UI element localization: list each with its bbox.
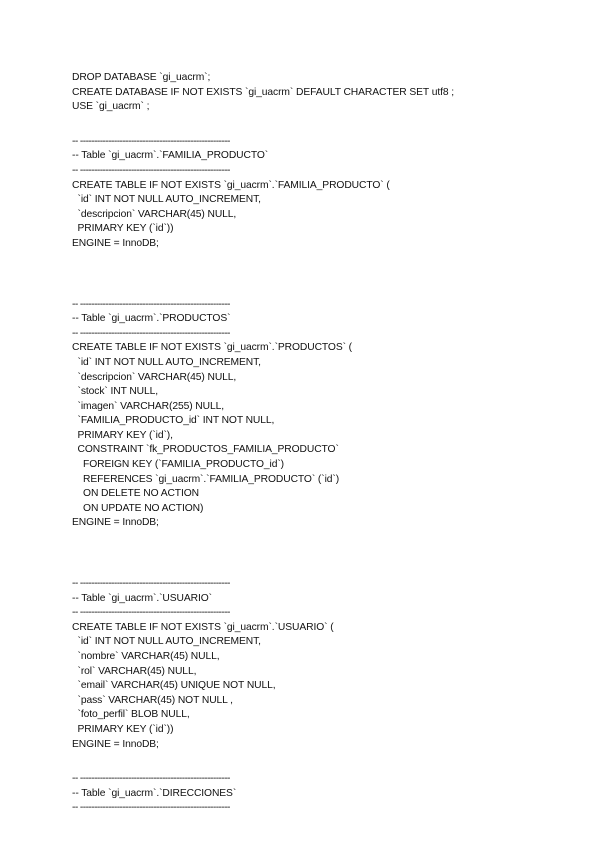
use-database-line: USE `gi_uacrm` ; <box>72 101 150 113</box>
spacer <box>72 531 572 557</box>
comment-separator: -- ----------------------------------------------------- <box>72 802 230 814</box>
sql-line: PRIMARY KEY (`id`)) <box>72 223 174 235</box>
spacer <box>72 252 572 278</box>
sql-line: ON DELETE NO ACTION <box>72 488 200 500</box>
sql-line: CREATE TABLE IF NOT EXISTS `gi_uacrm`.`FAMILIA_PRODUCTO` ( <box>72 179 390 191</box>
table-comment: -- Table `gi_uacrm`.`FAMILIA_PRODUCTO` <box>72 150 269 162</box>
sql-line: ON UPDATE NO ACTION) <box>72 502 204 514</box>
sql-line: `email` VARCHAR(45) UNIQUE NOT NULL, <box>72 680 276 692</box>
comment-separator: -- ----------------------------------------------------- <box>72 773 230 785</box>
comment-separator: -- ----------------------------------------------------- <box>72 578 230 590</box>
create-database-line: CREATE DATABASE IF NOT EXISTS `gi_uacrm` DEFAULT CHARACTER SET utf8 ; <box>72 86 454 98</box>
sql-line: CREATE TABLE IF NOT EXISTS `gi_uacrm`.`USUARIO` ( <box>72 621 334 633</box>
sql-line: `FAMILIA_PRODUCTO_id` INT NOT NULL, <box>72 415 275 427</box>
sql-line: `imagen` VARCHAR(255) NULL, <box>72 400 224 412</box>
sql-line: `descripcion` VARCHAR(45) NULL, <box>72 208 237 220</box>
sql-script <box>72 71 572 816</box>
sql-line: `foto_perfil` BLOB NULL, <box>72 709 190 721</box>
sql-line: `id` INT NOT NULL AUTO_INCREMENT, <box>72 356 261 368</box>
sql-line: ENGINE = InnoDB; <box>72 237 159 249</box>
sql-line: `id` INT NOT NULL AUTO_INCREMENT, <box>72 194 261 206</box>
spacer <box>72 752 572 772</box>
comment-separator: -- ----------------------------------------------------- <box>72 135 230 147</box>
comment-separator: -- ----------------------------------------------------- <box>72 327 230 339</box>
comment-separator: -- ----------------------------------------------------- <box>72 298 230 310</box>
sql-line: `pass` VARCHAR(45) NOT NULL , <box>72 694 233 706</box>
sql-line: PRIMARY KEY (`id`), <box>72 429 173 441</box>
table-comment: -- Table `gi_uacrm`.`PRODUCTOS` <box>72 313 231 325</box>
comment-separator: -- ----------------------------------------------------- <box>72 607 230 619</box>
sql-line: `descripcion` VARCHAR(45) NULL, <box>72 371 237 383</box>
sql-line: `rol` VARCHAR(45) NULL, <box>72 665 197 677</box>
table-comment: -- Table `gi_uacrm`.`DIRECCIONES` <box>72 787 237 799</box>
spacer <box>72 278 572 298</box>
table-comment: -- Table `gi_uacrm`.`USUARIO` <box>72 592 212 604</box>
sql-line: CREATE TABLE IF NOT EXISTS `gi_uacrm`.`PRODUCTOS` ( <box>72 342 353 354</box>
sql-line: ENGINE = InnoDB; <box>72 517 159 529</box>
sql-line: `id` INT NOT NULL AUTO_INCREMENT, <box>72 636 261 648</box>
spacer <box>72 557 572 577</box>
sql-line: REFERENCES `gi_uacrm`.`FAMILIA_PRODUCTO` (`id`) <box>72 473 340 485</box>
sql-line: FOREIGN KEY (`FAMILIA_PRODUCTO_id`) <box>72 459 284 471</box>
sql-line: PRIMARY KEY (`id`)) <box>72 723 174 735</box>
sql-line: `nombre` VARCHAR(45) NULL, <box>72 651 220 662</box>
drop-database-line: DROP DATABASE `gi_uacrm`; <box>72 72 211 83</box>
spacer <box>72 115 572 135</box>
sql-line: CONSTRAINT `fk_PRODUCTOS_FAMILIA_PRODUCTO` <box>72 444 339 456</box>
comment-separator: -- ----------------------------------------------------- <box>72 164 230 176</box>
sql-line: ENGINE = InnoDB; <box>72 738 159 750</box>
sql-line: `stock` INT NULL, <box>72 386 159 398</box>
